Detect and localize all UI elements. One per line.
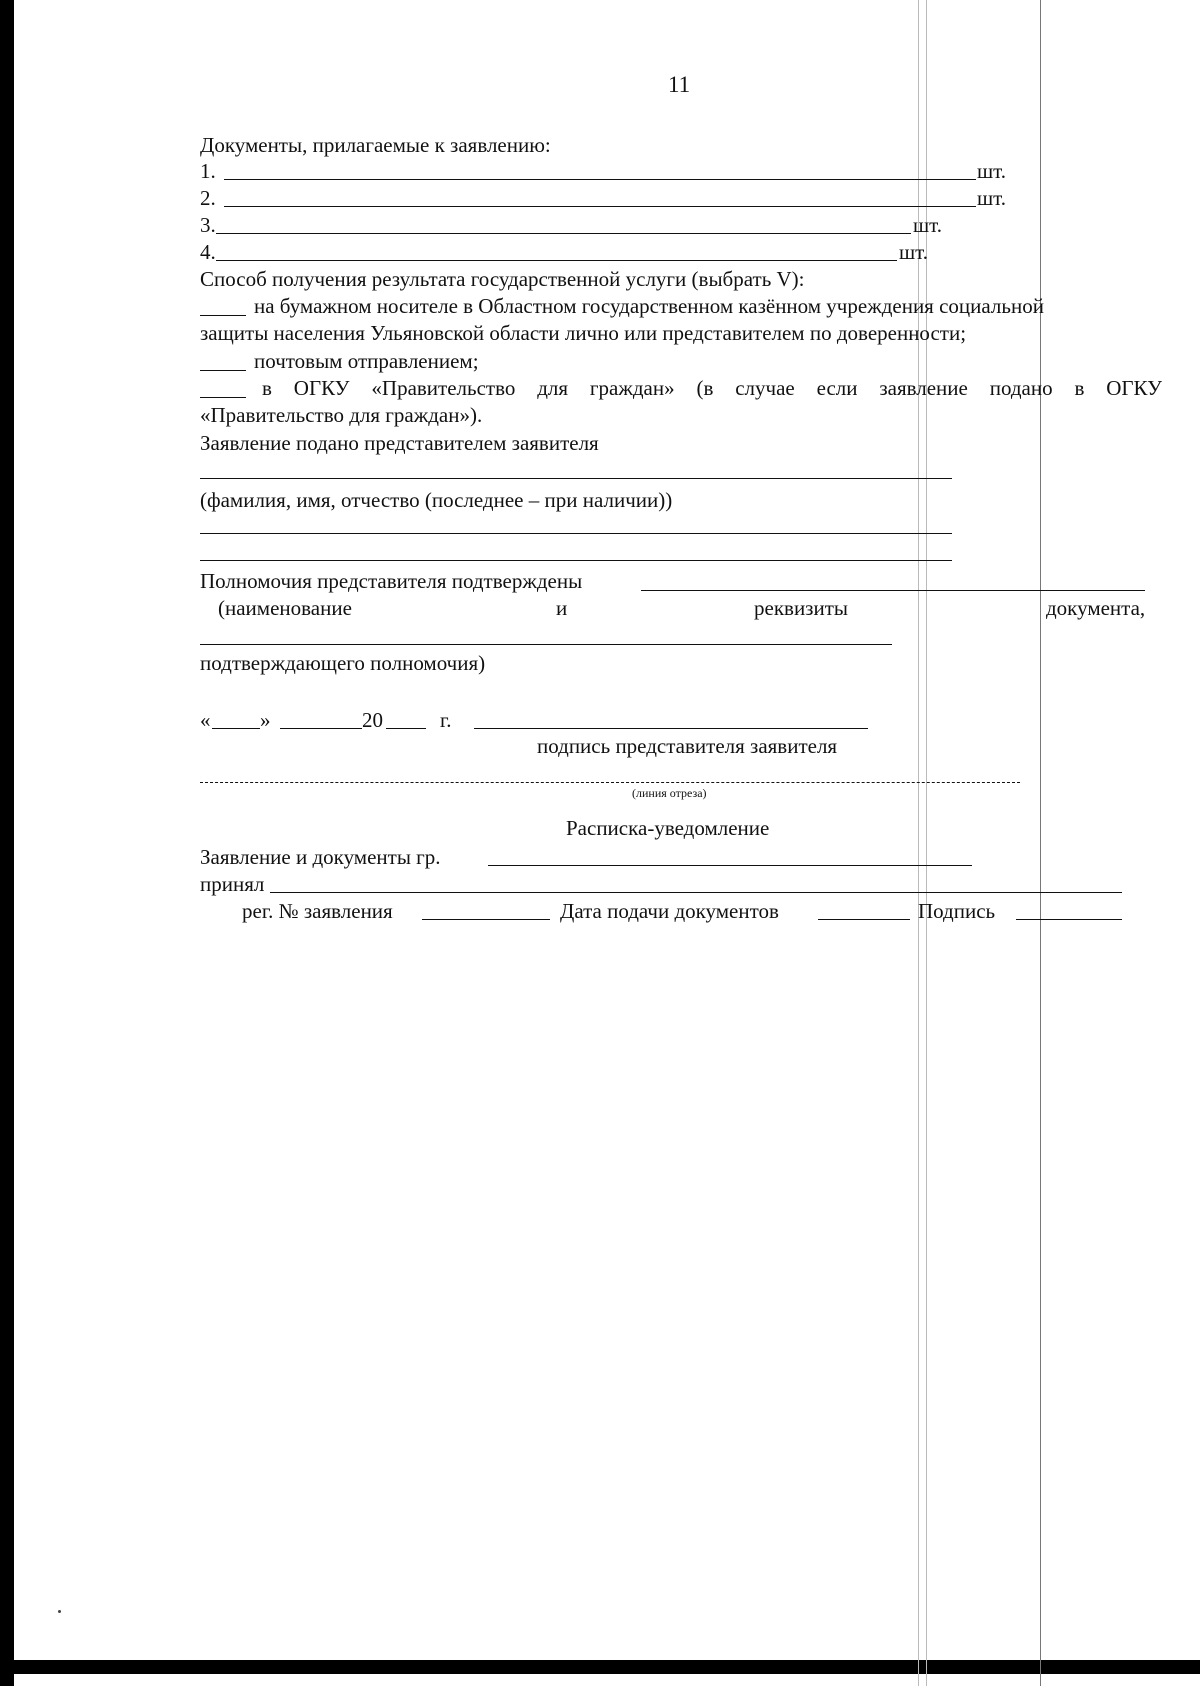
receipt-signature-label: Подпись <box>918 899 996 923</box>
powers-hint: (наименование <box>218 596 352 620</box>
representative-label: Заявление подано представителем заявителя <box>200 431 599 455</box>
scan-artifact-line <box>1040 0 1041 1686</box>
reg-number-label: рег. № заявления <box>242 899 393 923</box>
powers-hint: реквизиты <box>754 596 848 620</box>
option-checkbox-mail[interactable] <box>200 370 246 371</box>
powers-doc-field[interactable] <box>200 644 892 645</box>
attachment-field-4[interactable] <box>216 260 897 261</box>
attachment-number: 3. <box>200 213 216 237</box>
receipt-applicant-field[interactable] <box>488 865 972 866</box>
attachment-number: 1. <box>200 159 216 183</box>
signature-field[interactable] <box>474 728 868 729</box>
submission-date-label: Дата подачи документов <box>560 899 779 923</box>
attachment-unit: шт. <box>899 240 929 264</box>
receipt-accepted-field[interactable] <box>270 892 1122 893</box>
date-year-suffix: г. <box>440 708 452 732</box>
option-mail-text: почтовым отправлением; <box>254 349 479 373</box>
signature-caption: подпись представителя заявителя <box>537 734 838 758</box>
date-open-quote: « <box>200 708 211 732</box>
option-paper-text: на бумажном носителе в Областном государственном казённом учреждения социальной <box>254 294 1044 318</box>
powers-hint-cont: подтверждающего полномочия) <box>200 651 486 675</box>
receipt-line1-label: Заявление и документы гр. <box>200 845 441 869</box>
powers-hint: и <box>556 596 568 620</box>
option-ogku-text: в ОГКУ «Правительство для граждан» (в случае если заявление подано в ОГКУ <box>262 376 1162 400</box>
option-ogku-text-cont: «Правительство для граждан»). <box>200 403 483 427</box>
date-day-field[interactable] <box>212 728 260 729</box>
cut-line-label: (линия отреза) <box>632 786 707 800</box>
scan-edge-bottom <box>0 1660 1200 1674</box>
representative-fio-hint: (фамилия, имя, отчество (последнее – при наличии)) <box>200 488 673 512</box>
receipt-signature-field[interactable] <box>1016 919 1122 920</box>
scan-speck <box>58 1610 61 1613</box>
attachment-unit: шт. <box>977 186 1007 210</box>
date-month-field[interactable] <box>280 728 362 729</box>
date-close-quote: » <box>260 708 271 732</box>
option-checkbox-paper[interactable] <box>200 315 246 316</box>
representative-extra-field[interactable] <box>200 533 952 534</box>
representative-extra-field[interactable] <box>200 560 952 561</box>
submission-date-field[interactable] <box>818 919 910 920</box>
attachment-number: 2. <box>200 186 216 210</box>
powers-hint: документа, <box>1046 596 1146 620</box>
reg-number-field[interactable] <box>422 919 550 920</box>
attachment-number: 4. <box>200 240 216 264</box>
powers-label: Полномочия представителя подтверждены <box>200 569 583 593</box>
attachment-unit: шт. <box>913 213 943 237</box>
receipt-title: Расписка-уведомление <box>566 816 770 840</box>
scan-edge-left <box>0 0 14 1686</box>
attachments-heading: Документы, прилагаемые к заявлению: <box>200 133 551 157</box>
attachment-field-2[interactable] <box>224 206 976 207</box>
page-number: 11 <box>668 72 691 97</box>
date-year-field[interactable] <box>386 728 426 729</box>
attachment-unit: шт. <box>977 159 1007 183</box>
option-checkbox-ogku[interactable] <box>200 397 246 398</box>
receipt-accepted-label: принял <box>200 872 265 896</box>
attachment-field-1[interactable] <box>224 179 976 180</box>
date-year-prefix: 20 <box>362 708 383 732</box>
powers-field[interactable] <box>641 590 1145 591</box>
attachment-field-3[interactable] <box>216 233 911 234</box>
cut-line <box>200 782 1020 783</box>
option-paper-text-cont: защиты населения Ульяновской области лично или представителем по доверенности; <box>200 321 967 345</box>
representative-fio-field[interactable] <box>200 478 952 479</box>
result-method-heading: Способ получения результата государственной услуги (выбрать V): <box>200 267 805 291</box>
